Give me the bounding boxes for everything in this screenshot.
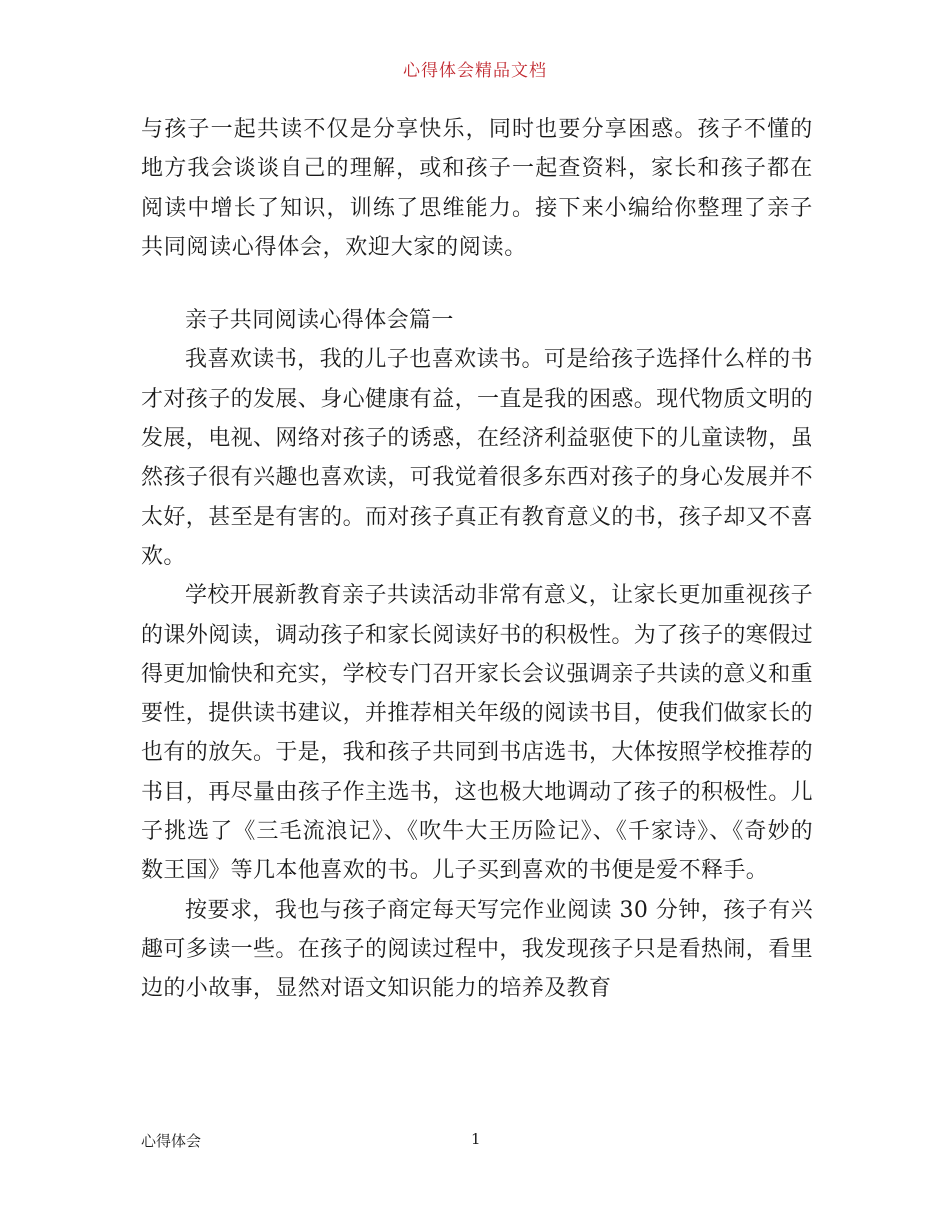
section-heading: 亲子共同阅读心得体会篇一 bbox=[185, 308, 454, 334]
body-paragraph-2: 学校开展新教育亲子共读活动非常有意义，让家长更加重视孩子的课外阅读，调动孩子和家长阅读好书的积极性。为了孩子的寒假过得更加愉快和充实，学校专门召开家长会议强调亲子共读的意义和重要性，提供读书建议，并推荐相关年级的阅读书目，使我们做家长的也有的放矢。于是，我和孩子共同到书店选书，大体按照学校推荐的书目，再尽量由孩子作主选书，这也极大地调动了孩子的积极性。儿子挑选了《三毛流浪记》、《吹牛大王历险记》、《千家诗》、《奇妙的数王国》等几本他喜欢的书。儿子买到喜欢的书便是爱不释手。 bbox=[141, 583, 814, 884]
page-header-title: 心得体会精品文档 bbox=[403, 61, 547, 81]
body-paragraph-3: 按要求，我也与孩子商定每天写完作业阅读 30 分钟，孩子有兴趣可多读一些。在孩子的阅读过程中，我发现孩子只是看热闹，看里边的小故事，显然对语文知识能力的培养及教育 bbox=[141, 897, 814, 1002]
document-body bbox=[141, 110, 813, 1009]
page-number: 1 bbox=[471, 1130, 481, 1148]
body-paragraph-1: 我喜欢读书，我的儿子也喜欢读书。可是给孩子选择什么样的书才对孩子的发展、身心健康有益，一直是我的困惑。现代物质文明的发展，电视、网络对孩子的诱惑，在经济利益驱使下的儿童读物，虽然孩子很有兴趣也喜欢读，可我觉着很多东西对孩子的身心发展并不太好，甚至是有害的。而对孩子真正有教育意义的书，孩子却又不喜欢。 bbox=[141, 347, 814, 569]
intro-paragraph: 与孩子一起共读不仅是分享快乐，同时也要分享困惑。孩子不懂的地方我会谈谈自己的理解，或和孩子一起查资料，家长和孩子都在阅读中增长了知识，训练了思维能力。接下来小编给你整理了亲子共同阅读心得体会，欢迎大家的阅读。 bbox=[141, 117, 813, 260]
footer-label: 心得体会 bbox=[141, 1132, 202, 1150]
page-footer bbox=[141, 1130, 813, 1150]
